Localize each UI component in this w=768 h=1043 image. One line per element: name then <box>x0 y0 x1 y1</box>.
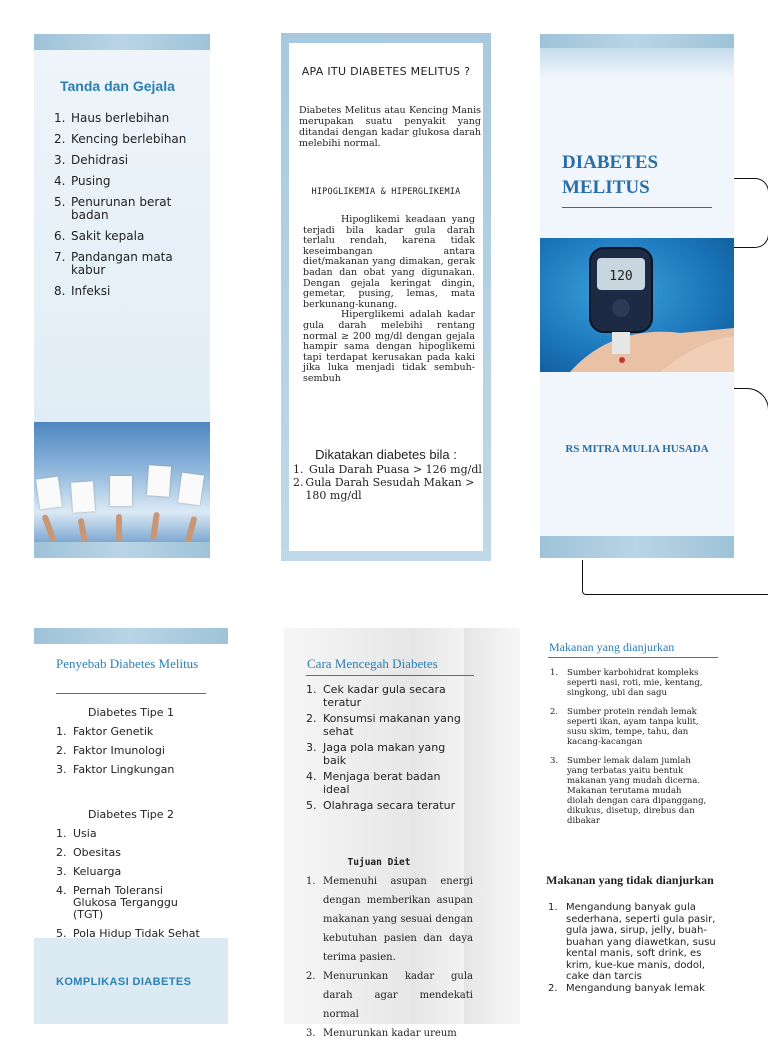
fold-marker <box>734 178 768 248</box>
symptom-list <box>54 112 204 306</box>
hypo-hyper-text <box>303 215 475 385</box>
diet-goal-title: Tujuan Diet <box>347 857 411 868</box>
list-item: 4. Pernah Toleransi Glukosa Terganggu (TGT) <box>56 884 178 921</box>
footer-bar <box>540 536 734 558</box>
not-recommended-list <box>548 902 720 994</box>
list-item: 5. Penurunan berat badan <box>54 195 172 222</box>
glucose-meter-image <box>540 238 734 372</box>
panel-title: Makanan yang dianjurkan <box>549 640 675 654</box>
komplikasi-section <box>34 958 228 1024</box>
type1-label: Diabetes Tipe 1 <box>87 706 174 719</box>
hypo-paragraph: Hipoglikemi keadaan yang terjadi bila kadar gula darah terlalu rendah, karena tidak keseimbangan antara diet/makanan yang dimakan, gerak badan dan obat yang digunakan. Dengan gejala keringat dingin, gemetar, pusing, lemas, mata berkunang-kunang. <box>303 214 475 310</box>
list-item: 2. Sumber protein rendah lemak seperti ikan, ayam tanpa kulit, susu skim, tempe, tahu, dan kacang-kacangan <box>550 707 699 747</box>
list-item: 2. Gula Darah Sesudah Makan > 180 mg/dl <box>293 476 475 502</box>
list-item: 1. Usia <box>56 827 97 840</box>
hospital-name: RS MITRA MULIA HUSADA <box>565 443 709 455</box>
list-item: 1. Gula Darah Puasa > 126 mg/dl <box>293 463 482 476</box>
list-item: 1. Cek kadar gula secara teratur <box>306 683 446 709</box>
list-item: 5. Pola Hidup Tidak Sehat <box>56 927 200 940</box>
panel-title: APA ITU DIABETES MELITUS ? <box>301 65 471 78</box>
list-item: 3. Dehidrasi <box>54 153 129 167</box>
panel-title: Tanda dan Gejala <box>60 78 175 94</box>
not-recommended-title: Makanan yang tidak dianjurkan <box>546 873 714 887</box>
list-item: 2. Faktor Imunologi <box>56 744 165 757</box>
raised-hands-image <box>34 422 210 542</box>
list-item: 3. Keluarga <box>56 865 122 878</box>
list-item: 3. Sumber lemak dalam jumlah yang terbatas yaitu bentuk makanan yang mudah dicerna. Makanan terutama mudah diolah dengan cara dipanggang, dikukus, disetup, direbus dan dibakar <box>550 756 707 826</box>
type1-list <box>56 726 226 783</box>
list-item: 1. Faktor Genetik <box>56 725 154 738</box>
recommended-food-list <box>550 668 712 835</box>
list-item: 2. Konsumsi makanan yang sehat <box>306 712 461 738</box>
hyper-paragraph: Hiperglikemi adalah kadar gula darah melebihi rentang normal ≥ 200 mg/dl dengan gejala hampir sama dengan hipoglikemi tapi terdapat kerusakan pada kaki jika luka menjadi tidak sembuh-sembuh <box>303 309 475 384</box>
list-item: 3. Menurunkan kadar ureum <box>306 1028 457 1039</box>
list-item: 1. Sumber karbohidrat kompleks seperti nasi, roti, mie, kentang, singkong, ubi dan sagu <box>550 668 703 698</box>
list-item: 7. Pandangan mata kabur <box>54 250 173 277</box>
fold-marker <box>582 560 768 595</box>
list-item: 1. Memenuhi asupan energi dengan memberikan asupan makanan yang sesuai dengan kebutuhan pasien dan daya terima pasien. <box>306 876 473 963</box>
list-item: 8. Infeksi <box>54 284 111 298</box>
panel-cover <box>540 34 734 558</box>
section-subtitle: HIPOGLIKEMIA & HIPERGLIKEMIA <box>311 187 461 197</box>
panel-cara-mencegah <box>284 628 520 1039</box>
list-item: 1. Haus berlebihan <box>54 111 170 125</box>
panel-title: Cara Mencegah Diabetes <box>307 656 438 671</box>
prevention-list <box>306 684 486 817</box>
panel-makanan <box>540 628 768 1024</box>
header-bar <box>540 34 734 48</box>
meter-reading: 120 <box>609 269 633 284</box>
list-item: 2. Menurunkan kadar gula darah agar mendekati normal <box>306 971 473 1020</box>
panel-apa-itu <box>281 33 491 561</box>
title-rule <box>562 207 712 208</box>
list-item: 4. Menjaga berat badan ideal <box>306 770 441 796</box>
list-item: 2. Kencing berlebihan <box>54 132 187 146</box>
list-item: 3. Jaga pola makan yang baik <box>306 741 446 767</box>
list-item: 1. Mengandung banyak gula sederhana, seperti gula pasir, gula jawa, sirup, jelly, buah-buahan yang diawetkan, susu kental manis, soft drink, es krim, kue-kue manis, dodol, cake dan tarcis <box>548 902 716 982</box>
criteria-title: Dikatakan diabetes bila : <box>315 447 457 462</box>
list-item: 3. Faktor Lingkungan <box>56 763 175 776</box>
content-box <box>289 43 483 551</box>
panel-tanda-gejala <box>34 34 210 558</box>
footer-bar <box>34 542 210 558</box>
type2-label: Diabetes Tipe 2 <box>87 808 174 821</box>
fold-marker <box>734 388 768 449</box>
list-item: 5. Olahraga secara teratur <box>306 799 456 812</box>
header-bar <box>34 628 228 644</box>
panel-title: Penyebab Diabetes Melitus <box>56 656 199 671</box>
header-bar <box>34 34 210 50</box>
komplikasi-title: KOMPLIKASI DIABETES <box>56 976 192 988</box>
list-item: 4. Pusing <box>54 174 111 188</box>
list-item: 2. Mengandung banyak lemak <box>548 982 705 994</box>
intro-paragraph: Diabetes Melitus atau Kencing Manis merupakan suatu penyakit yang ditandai dengan kadar glukosa darah melebihi normal. <box>299 105 481 149</box>
type2-list <box>56 828 226 947</box>
panel-penyebab <box>34 628 228 1024</box>
list-item: 6. Sakit kepala <box>54 229 145 243</box>
diet-goal-list <box>306 872 474 1043</box>
criteria-list <box>293 463 483 502</box>
cover-title: DIABETES MELITUS <box>562 152 659 198</box>
list-item: 2. Obesitas <box>56 846 121 859</box>
